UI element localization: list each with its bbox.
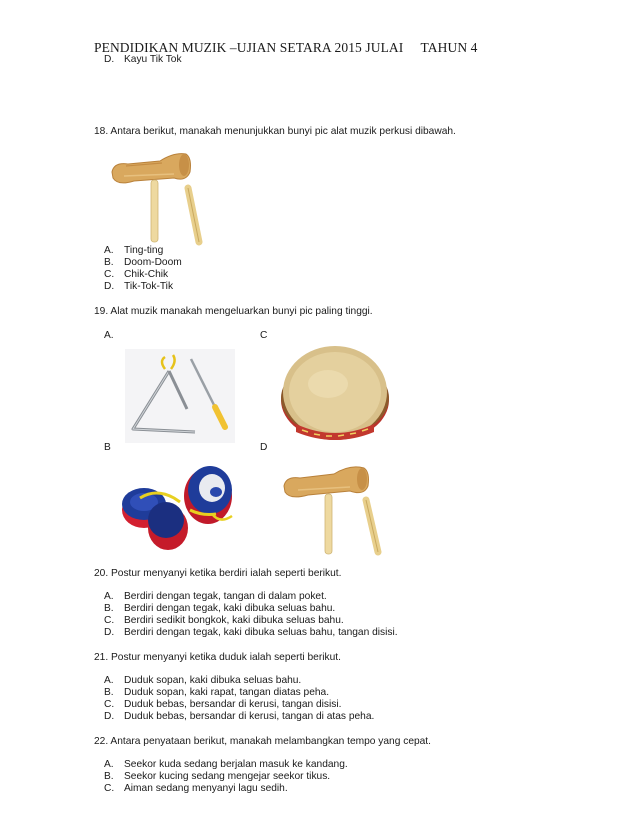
option-text: Berdiri sedikit bongkok, kaki dibuka seluas bahu. [124, 615, 344, 626]
q21-option-b [104, 687, 329, 698]
q18-option-b [104, 257, 182, 268]
option-text: Aiman sedang menyanyi lagu sedih. [124, 783, 288, 794]
q22-option-b [104, 771, 330, 782]
option-letter: C. [104, 615, 115, 626]
q18-question: 18. Antara berikut, manakah menunjukkan bunyi pic alat muzik perkusi dibawah. [94, 126, 456, 137]
q19-label-c: C [260, 330, 268, 341]
option-letter: B. [104, 771, 114, 782]
option-text: Kayu Tik Tok [124, 54, 182, 65]
q19-image-d [280, 460, 390, 556]
option-letter: A. [104, 759, 114, 770]
q21-option-d [104, 711, 374, 722]
q19-image-b [120, 458, 246, 558]
q17-option-d [104, 54, 182, 65]
q22-option-a [104, 759, 348, 770]
wood-block-icon [284, 467, 378, 554]
option-letter: B. [104, 603, 114, 614]
frame-drum-icon [281, 346, 389, 440]
q19-image-c [278, 340, 392, 446]
q20-option-b [104, 603, 335, 614]
option-text: Duduk bebas, bersandar di kerusi, tangan disisi. [124, 699, 342, 710]
castanets-icon [122, 466, 232, 550]
option-letter: C. [104, 783, 115, 794]
option-letter: C. [104, 699, 115, 710]
q18-option-d [104, 281, 173, 292]
q19-label-a: A. [104, 330, 114, 341]
q22-question: 22. Antara penyataan berikut, manakah melambangkan tempo yang cepat. [94, 736, 431, 747]
header-title: PENDIDIKAN MUZIK –UJIAN SETARA 2015 JULAI [94, 40, 404, 55]
q18-option-c [104, 269, 168, 280]
q18-option-a [104, 245, 163, 256]
option-text: Seekor kucing sedang mengejar seekor tikus. [124, 771, 331, 782]
header-year: TAHUN 4 [420, 40, 478, 55]
q20-option-a [104, 591, 327, 602]
q20-option-d [104, 627, 398, 638]
option-text: Seekor kuda sedang berjalan masuk ke kandang. [124, 759, 348, 770]
option-text: Duduk bebas, bersandar di kerusi, tangan di atas peha. [124, 711, 375, 722]
option-text: Doom-Doom [124, 257, 182, 268]
option-text: Ting-ting [124, 245, 164, 256]
option-text: Duduk sopan, kaki rapat, tangan diatas peha. [124, 687, 330, 698]
option-text: Berdiri dengan tegak, kaki dibuka seluas bahu. [124, 603, 336, 614]
q19-image-a [125, 349, 235, 443]
q19-label-b: B [104, 442, 111, 453]
triangle-icon [125, 349, 235, 443]
option-text: Berdiri dengan tegak, tangan di dalam poket. [124, 591, 327, 602]
option-text: Chik-Chik [124, 269, 169, 280]
q22-option-c [104, 783, 288, 794]
option-letter: A. [104, 675, 114, 686]
option-letter: B. [104, 687, 114, 698]
option-letter: A. [104, 245, 114, 256]
option-letter: B. [104, 257, 114, 268]
option-letter: D. [104, 281, 115, 292]
q18-image [104, 146, 214, 246]
wood-block-with-stick-icon [106, 146, 214, 246]
option-letter: D. [104, 711, 115, 722]
option-letter: C. [104, 269, 115, 280]
option-letter: D. [104, 54, 115, 65]
q21-option-c [104, 699, 341, 710]
option-text: Duduk sopan, kaki dibuka seluas bahu. [124, 675, 302, 686]
option-text: Tik-Tok-Tik [124, 281, 174, 292]
q20-option-c [104, 615, 344, 626]
option-letter: D. [104, 627, 115, 638]
q21-question: 21. Postur menyanyi ketika duduk ialah seperti berikut. [94, 652, 341, 663]
q19-question: 19. Alat muzik manakah mengeluarkan bunyi pic paling tinggi. [94, 306, 373, 317]
option-letter: A. [104, 591, 114, 602]
q21-option-a [104, 675, 301, 686]
q19-label-d: D [260, 442, 268, 453]
q20-question: 20. Postur menyanyi ketika berdiri ialah seperti berikut. [94, 568, 342, 579]
option-text: Berdiri dengan tegak, kaki dibuka seluas bahu, tangan disisi. [124, 627, 398, 638]
